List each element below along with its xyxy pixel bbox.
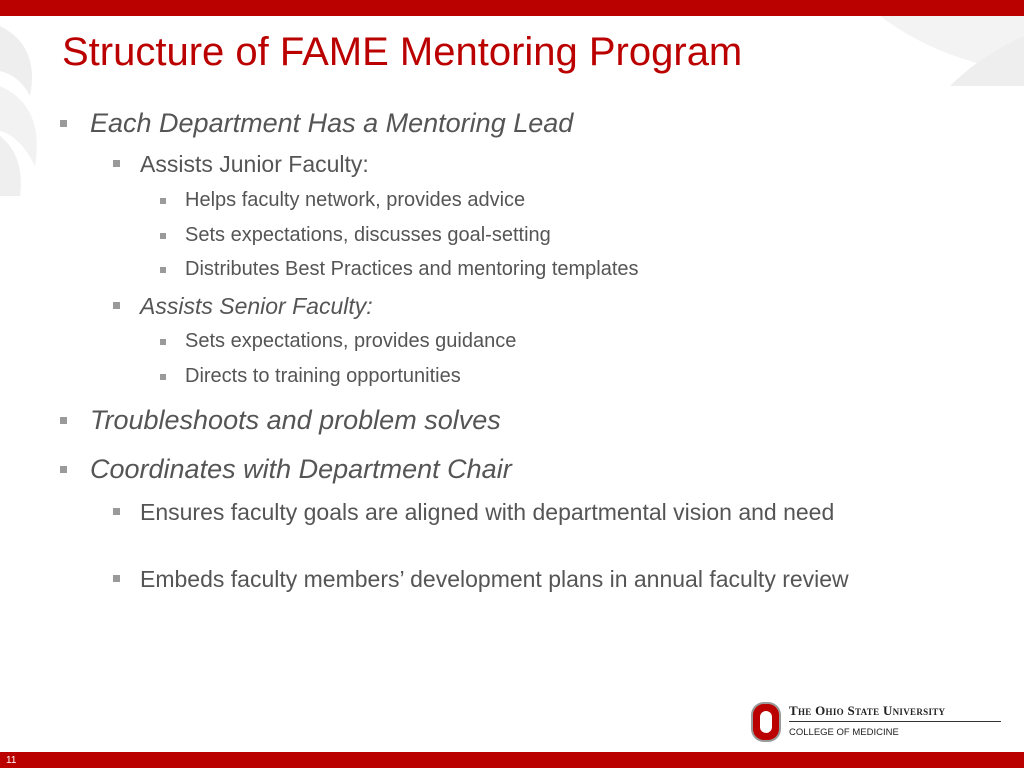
bullet-level3-training: [185, 365, 461, 388]
bullet-level1-department-chair: [90, 454, 512, 485]
bullet-level2-development-plans: [140, 565, 940, 593]
bullet-text: Embeds faculty members’ development plans in annual faculty review: [140, 566, 849, 592]
square-bullet-icon: [60, 417, 67, 424]
square-bullet-icon: [113, 508, 120, 515]
bullet-text: Sets expectations, provides guidance: [185, 330, 517, 352]
bullet-level3-guidance: [185, 330, 516, 353]
bullet-text: Coordinates with Department Chair: [90, 454, 512, 484]
bullet-text: Sets expectations, discusses goal-setting: [185, 224, 551, 246]
buckeye-leaf-decoration-left: [0, 16, 60, 196]
top-red-bar: [0, 0, 1024, 16]
square-bullet-icon: [60, 120, 67, 127]
square-bullet-icon: [113, 302, 120, 309]
square-bullet-icon: [160, 198, 166, 204]
bullet-level1-troubleshoots: [90, 405, 501, 436]
bullet-text: Troubleshoots and problem solves: [90, 405, 501, 435]
logo-university-name: The Ohio State University: [789, 703, 946, 718]
bullet-text: Helps faculty network, provides advice: [185, 189, 526, 211]
square-bullet-icon: [113, 160, 120, 167]
bullet-text: Assists Junior Faculty:: [140, 151, 369, 177]
bullet-text: Assists Senior Faculty:: [140, 293, 373, 319]
bullet-level2-junior-faculty: [140, 150, 940, 178]
square-bullet-icon: [113, 575, 120, 582]
bullet-level3-expectations: [185, 224, 551, 247]
bullet-level2-goals-aligned: [140, 498, 940, 526]
bullet-level2-senior-faculty: [140, 292, 940, 320]
slide-title: Structure of FAME Mentoring Program: [62, 30, 743, 74]
square-bullet-icon: [160, 339, 166, 345]
osu-college-of-medicine-logo: [751, 700, 1003, 744]
bottom-red-bar: [0, 752, 1024, 768]
bullet-text: Each Department Has a Mentoring Lead: [90, 108, 574, 138]
bullet-text: Directs to training opportunities: [185, 365, 461, 387]
slide-number: 11: [6, 755, 17, 766]
square-bullet-icon: [160, 267, 166, 273]
buckeye-leaf-decoration-right: [860, 16, 1024, 86]
logo-divider: [789, 721, 1001, 722]
block-o-icon: [751, 702, 781, 742]
bullet-level3-network: [185, 189, 525, 212]
bullet-level1-mentoring-lead: [90, 108, 573, 139]
bullet-level3-best-practices: [185, 258, 639, 281]
square-bullet-icon: [160, 374, 166, 380]
bullet-text: Ensures faculty goals are aligned with departmental vision and need: [140, 499, 835, 525]
square-bullet-icon: [60, 466, 67, 473]
bullet-text: Distributes Best Practices and mentoring templates: [185, 258, 639, 280]
logo-college-name: COLLEGE OF MEDICINE: [789, 727, 899, 738]
square-bullet-icon: [160, 233, 166, 239]
